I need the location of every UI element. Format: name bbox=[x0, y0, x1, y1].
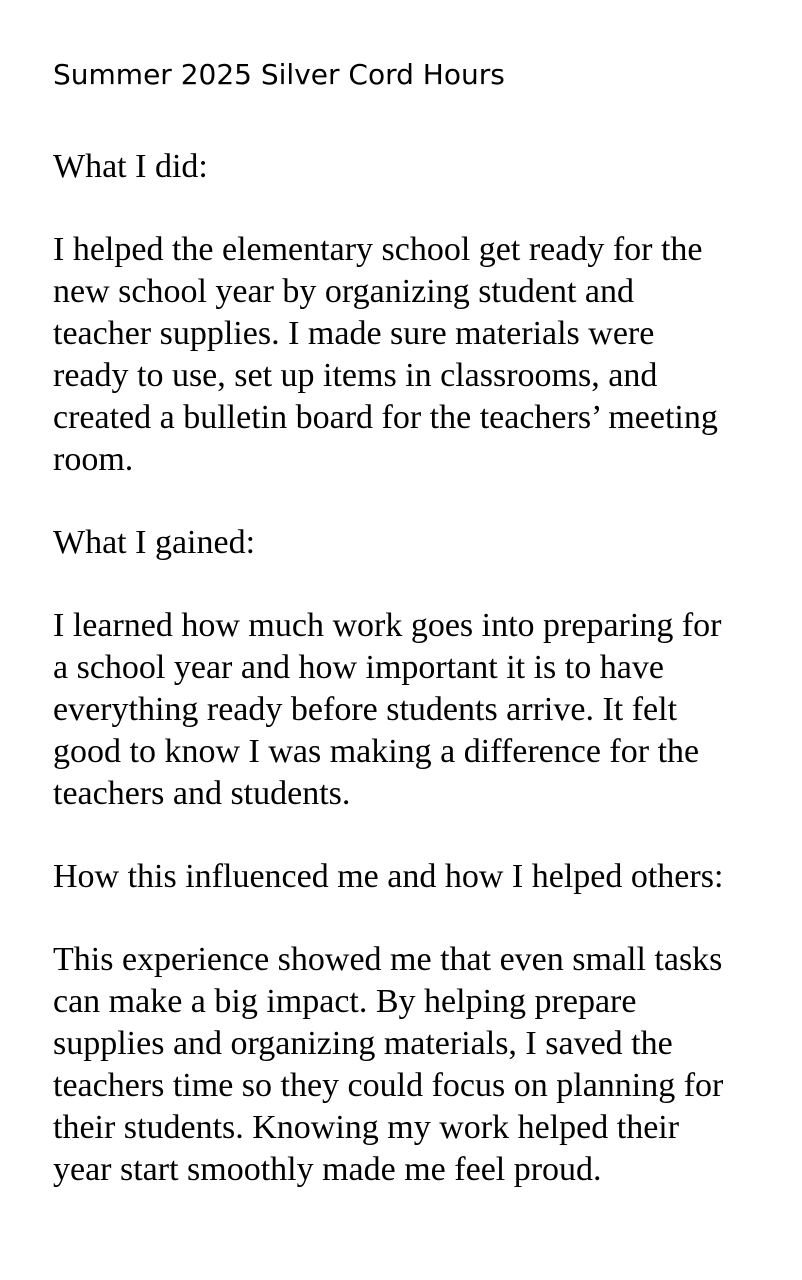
paragraph-spacer bbox=[53, 564, 793, 605]
paragraph-line: This experience showed me that even small tasks bbox=[53, 941, 723, 978]
paragraph-line: created a bulletin board for the teachers’ meeting bbox=[53, 399, 718, 436]
paragraph-line: good to know I was making a difference for the bbox=[53, 733, 700, 770]
paragraph-line: I helped the elementary school get ready for the bbox=[53, 231, 703, 268]
section-paragraph-how-this-influenced-me bbox=[53, 939, 793, 1191]
paragraph-spacer bbox=[53, 481, 793, 522]
paragraph-line: new school year by organizing student and bbox=[53, 273, 635, 310]
section-paragraph-what-i-gained bbox=[53, 605, 793, 815]
section-paragraph-what-i-did bbox=[53, 229, 793, 481]
paragraph-line: can make a big impact. By helping prepare bbox=[53, 983, 637, 1020]
section-heading-how-this-influenced-me: How this influenced me and how I helped others: bbox=[53, 858, 724, 895]
document-body bbox=[53, 146, 793, 1191]
paragraph-spacer bbox=[53, 815, 793, 856]
paragraph-spacer bbox=[53, 188, 793, 229]
paragraph-line: everything ready before students arrive. It felt bbox=[53, 691, 678, 728]
paragraph-line: teachers and students. bbox=[53, 775, 351, 812]
paragraph-line: room. bbox=[53, 441, 134, 478]
section-heading-what-i-gained: What I gained: bbox=[53, 524, 256, 561]
paragraph-line: teachers time so they could focus on planning for bbox=[53, 1067, 724, 1104]
section-heading-what-i-did: What I did: bbox=[53, 148, 208, 185]
paragraph-spacer bbox=[53, 898, 793, 939]
paragraph-line: I learned how much work goes into preparing for bbox=[53, 607, 722, 644]
paragraph-line: ready to use, set up items in classrooms, and bbox=[53, 357, 658, 394]
paragraph-line: a school year and how important it is to have bbox=[53, 649, 664, 686]
paragraph-line: year start smoothly made me feel proud. bbox=[53, 1151, 602, 1188]
paragraph-line: their students. Knowing my work helped their bbox=[53, 1109, 680, 1146]
paragraph-line: teacher supplies. I made sure materials were bbox=[53, 315, 655, 352]
paragraph-line: supplies and organizing materials, I saved the bbox=[53, 1025, 673, 1062]
document-title: Summer 2025 Silver Cord Hours bbox=[53, 58, 505, 91]
